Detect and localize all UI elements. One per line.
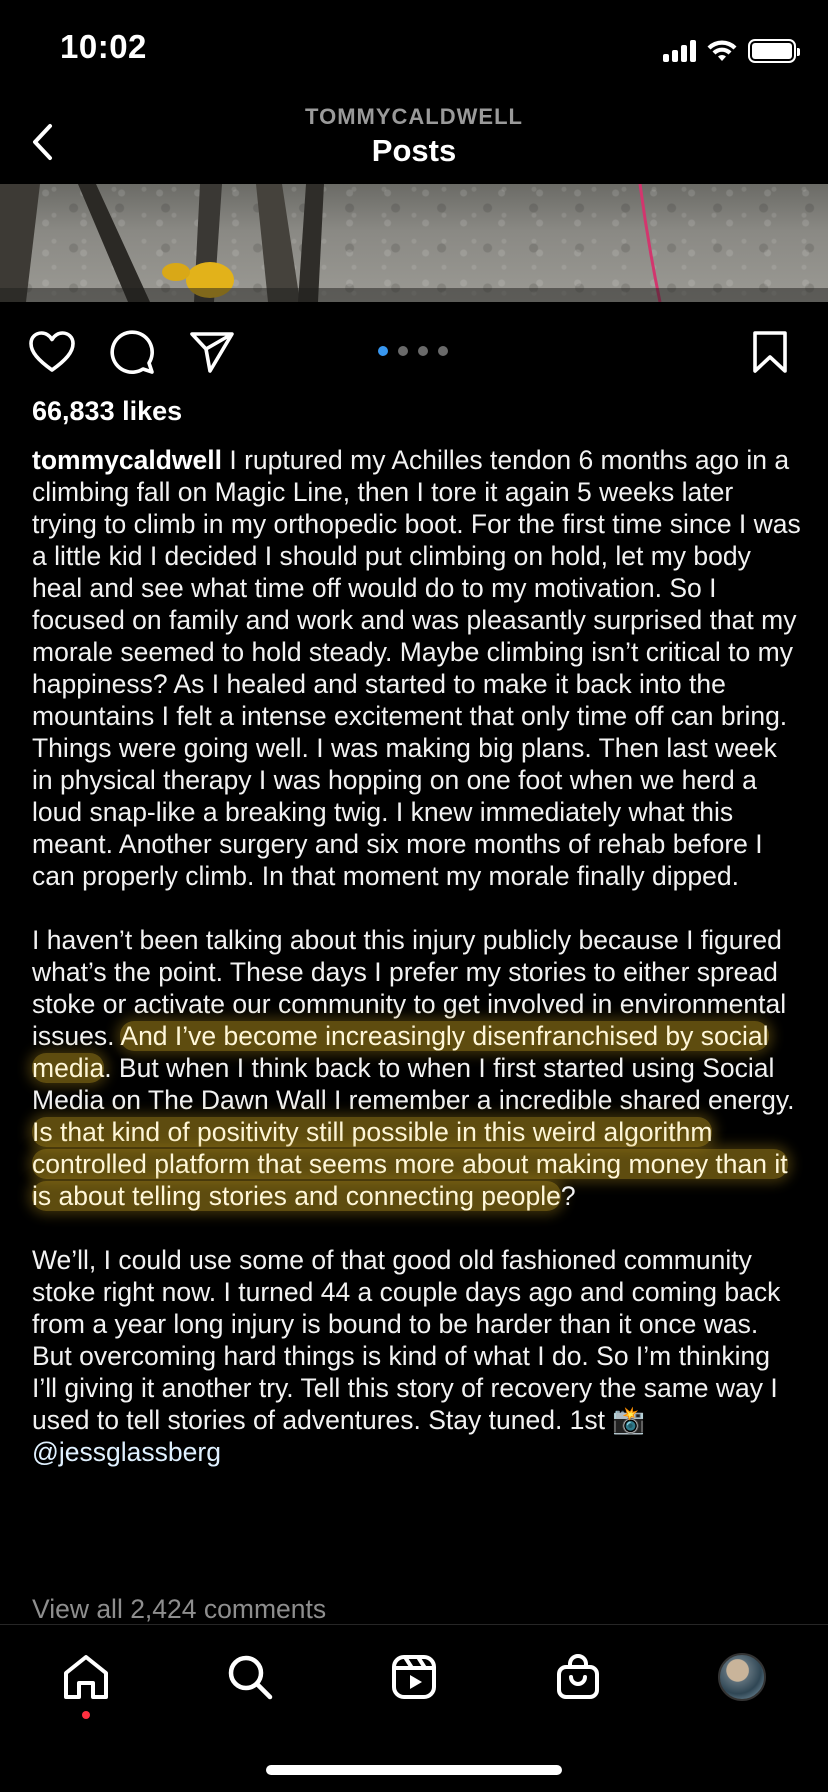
search-icon [226,1653,274,1701]
nav-header [0,100,828,184]
caption-text: I ruptured my Achilles tendon 6 months ago in a climbing fall on Magic Line, then I tore it again 5 weeks later trying to climb in my orthopedic boot. For the first time since I was a little kid I decided I should put climbing on hold, let my body heal and see what time off would do to my motivation. So I focused on family and work and was pleasantly surprised that my morale seemed to hold steady. Maybe climbing isn’t critical to my happiness? As I healed and started to make it back into the mountains I felt a intense excitement that only time off can bring. Things were going well. I was making big plans. Then last week in physical therapy I was hopping on one foot when we herd a loud snap-like a breaking twig. I knew immediately what this meant. Another surgery and six more months of rehab before I can properly climb. In that moment my morale finally dipped. [32,445,801,891]
caption-username[interactable]: tommycaldwell [32,445,222,475]
status-icons [663,36,796,66]
reels-icon [390,1653,438,1701]
header-username[interactable]: TOMMYCALDWELL [305,104,523,129]
page-title: Posts [371,133,457,168]
tab-shop[interactable] [550,1649,606,1705]
tree-illustration [0,184,828,302]
home-icon [61,1653,111,1701]
caption-text: . But when I think back to when I first started using Social Media on The Dawn Wall I remember a incredible shared energy. [32,1053,795,1115]
save-button[interactable] [744,326,796,378]
highlighted-text: Is that kind of positivity still possible in this weird algorithm controlled platform that seems more about making money than it is about telling stories and connecting people [32,1117,788,1211]
wifi-icon [706,39,738,63]
tab-reels[interactable] [386,1649,442,1705]
likes-count[interactable]: 66,833 likes [32,396,183,426]
caption-paragraph [32,924,802,1212]
caption-paragraph [32,1244,802,1468]
paper-plane-icon [189,330,235,374]
camera-emoji: 📸 [612,1405,646,1435]
carousel-dot [418,346,428,356]
carousel-dot [398,346,408,356]
heart-icon [28,330,76,374]
carousel-indicator [378,346,448,356]
cellular-signal-icon [663,40,696,62]
avatar [718,1653,766,1701]
tab-home[interactable] [58,1649,114,1705]
highlighted-text: And I’ve become increasingly disenfranchised by social media [32,1021,769,1083]
carousel-dot-active [378,346,388,356]
comment-icon [109,329,155,375]
tab-search[interactable] [222,1649,278,1705]
carousel-dot [438,346,448,356]
share-button[interactable] [186,326,238,378]
comment-button[interactable] [106,326,158,378]
shop-icon [554,1653,602,1701]
home-indicator [266,1765,562,1775]
status-bar [0,0,828,100]
post-caption [32,444,802,1500]
caption-text: ? [560,1181,576,1211]
mention-link[interactable]: @jessglassberg [32,1437,221,1467]
notification-dot [82,1711,90,1719]
bookmark-icon [751,330,789,374]
tab-profile[interactable] [714,1649,770,1705]
caption-text: I haven’t been talking about this injury publicly because I figured what’s the point. These days I prefer my stories to either spread stoke or activate our community to get involved in environmental issues. [32,925,787,1051]
action-row [0,318,828,384]
view-comments-link[interactable]: View all 2,424 comments [32,1594,327,1624]
like-button[interactable] [26,326,78,378]
battery-icon [748,39,796,63]
caption-text: We’ll, I could use some of that good old fashioned community stoke right now. I turned 44 a couple days ago and coming back from a year long injury is bound to be harder than it once was. But overcoming hard things is kind of what I do. So I’m thinking I’ll giving it another try. Tell this story of recovery the same way I used to tell stories of adventures. Stay tuned. 1st [32,1245,781,1435]
status-time: 10:02 [60,28,147,65]
post-image[interactable] [0,184,828,302]
caption-paragraph [32,444,802,892]
